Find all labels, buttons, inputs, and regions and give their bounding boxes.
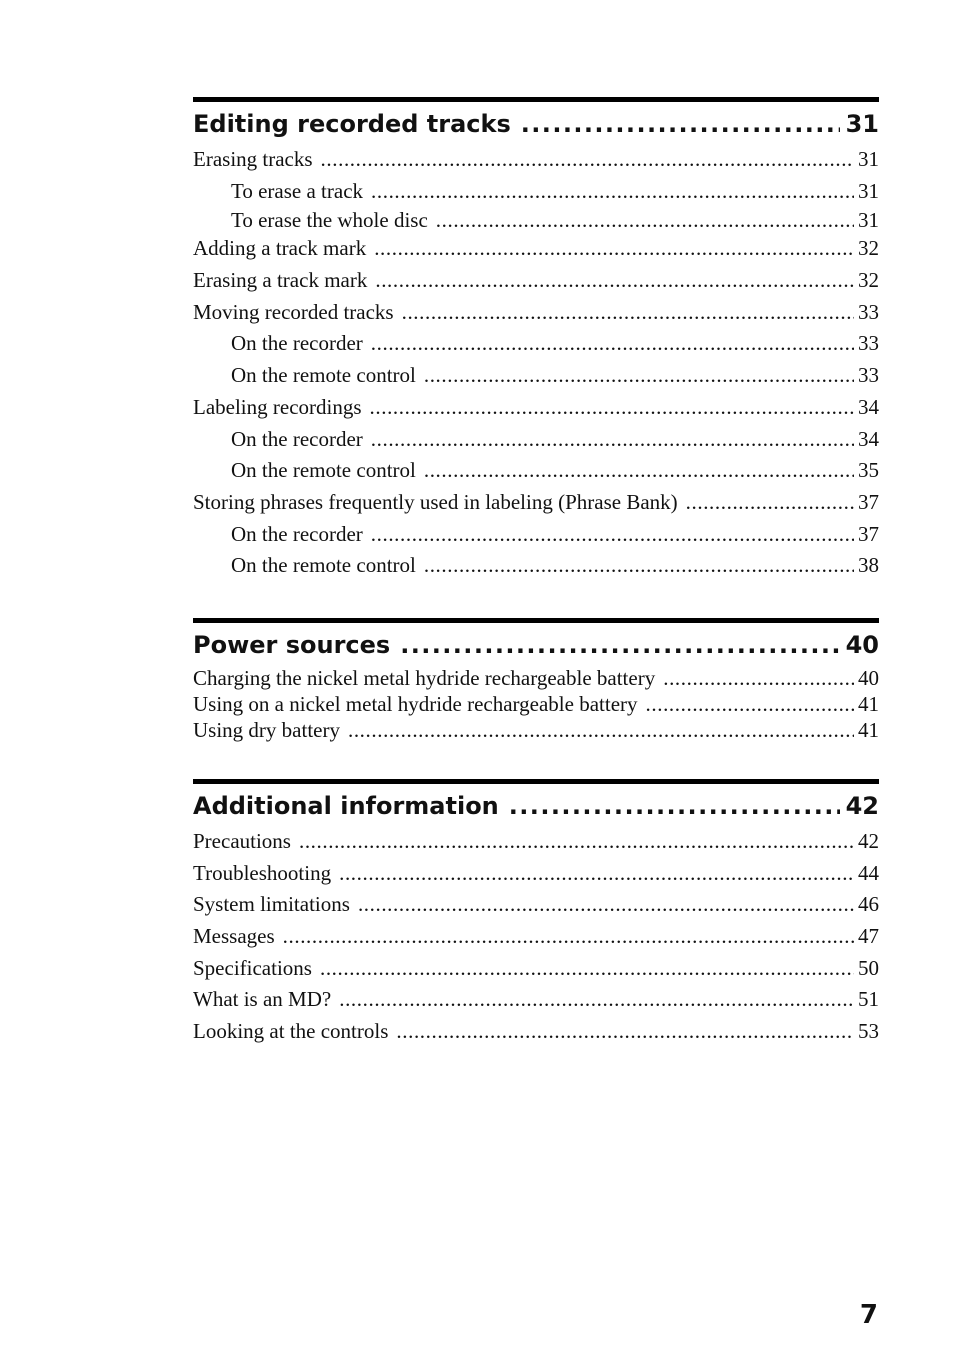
toc-entry[interactable] (193, 144, 879, 176)
dot-leader (321, 144, 854, 176)
toc-subentry[interactable] (193, 519, 879, 551)
toc-subentry[interactable] (193, 360, 879, 392)
entry-label: Specifications (193, 955, 312, 980)
entry-label: Messages (193, 924, 275, 948)
toc-subentry[interactable] (193, 455, 879, 487)
toc-entry[interactable] (193, 1016, 879, 1048)
entry-page: 40 (858, 665, 879, 690)
entry-page: 41 (858, 691, 879, 716)
entry-page: 35 (858, 458, 879, 483)
section-title: Power sources (193, 630, 391, 659)
toc-entry[interactable] (193, 297, 879, 329)
section-heading[interactable] (193, 623, 879, 665)
dot-leader (374, 233, 854, 265)
dot-leader (424, 455, 854, 487)
entry-page: 46 (858, 892, 879, 917)
entry-page: 53 (858, 1019, 879, 1044)
entry-label: To erase the whole disc (231, 208, 428, 233)
entry-page: 47 (858, 924, 879, 948)
toc-entry[interactable] (193, 858, 879, 890)
toc-entry[interactable] (193, 953, 879, 985)
entry-page: 37 (858, 521, 879, 546)
dot-leader (371, 176, 854, 208)
section-title: Additional information (193, 791, 499, 820)
entry-label: Precautions (193, 828, 291, 853)
entry-page: 33 (858, 331, 879, 356)
dot-leader (436, 207, 854, 233)
dot-leader (521, 104, 840, 144)
entry-page: 41 (858, 717, 879, 742)
entry-label: Troubleshooting (193, 860, 332, 885)
entry-page: 31 (858, 147, 879, 171)
entry-label: Erasing tracks (193, 147, 313, 171)
entry-label: To erase a track (231, 178, 364, 203)
section-heading[interactable] (193, 784, 879, 826)
toc-subentry[interactable] (193, 176, 879, 208)
entry-page: 31 (858, 208, 879, 233)
entry-page: 50 (858, 955, 879, 980)
section-heading[interactable] (193, 102, 879, 144)
dot-leader (424, 360, 854, 392)
entry-label: What is an MD? (193, 987, 332, 1012)
entry-label: Using on a nickel metal hydride rechargeable battery (193, 691, 638, 716)
entry-page: 42 (858, 828, 879, 853)
entry-label: Looking at the controls (193, 1019, 389, 1044)
dot-leader (509, 786, 840, 826)
entry-label: On the recorder (231, 521, 363, 546)
toc-entry[interactable] (193, 392, 879, 424)
dot-leader (299, 826, 854, 858)
entry-page: 34 (858, 426, 879, 451)
toc-subentry[interactable] (193, 424, 879, 456)
entry-page: 32 (858, 268, 879, 293)
dot-leader (358, 889, 854, 921)
entry-label: On the remote control (231, 363, 416, 388)
entry-page: 32 (858, 236, 879, 261)
section-page: 40 (845, 630, 879, 659)
entry-label: On the recorder (231, 426, 363, 451)
entry-label: Adding a track mark (193, 236, 367, 261)
dot-leader (339, 858, 854, 890)
entry-label: On the remote control (231, 553, 416, 578)
toc-entry[interactable] (193, 984, 879, 1016)
toc-section-additional (193, 779, 879, 1048)
toc-section-power (193, 618, 879, 743)
toc-entry[interactable] (193, 691, 879, 717)
dot-leader (370, 392, 854, 424)
dot-leader (424, 550, 854, 582)
entry-page: 51 (858, 987, 879, 1012)
dot-leader (396, 1016, 854, 1048)
section-page: 42 (845, 791, 879, 820)
toc-entry[interactable] (193, 889, 879, 921)
table-of-contents (193, 97, 879, 1048)
toc-entry[interactable] (193, 665, 879, 691)
entry-page: 33 (858, 363, 879, 388)
toc-entry[interactable] (193, 487, 879, 519)
section-title: Editing recorded tracks (193, 110, 511, 138)
entry-label: Using dry battery (193, 717, 340, 742)
entry-label: Charging the nickel metal hydride rechargeable battery (193, 665, 656, 690)
toc-entry[interactable] (193, 826, 879, 858)
dot-leader (402, 297, 854, 329)
entry-page: 31 (858, 178, 879, 203)
entry-label: Labeling recordings (193, 394, 362, 419)
entry-label: System limitations (193, 892, 350, 917)
dot-leader (339, 984, 854, 1016)
page-number: 7 (859, 1300, 878, 1330)
dot-leader (348, 717, 854, 743)
toc-section-editing (193, 97, 879, 582)
dot-leader (400, 625, 839, 665)
toc-entry[interactable] (193, 921, 879, 953)
toc-subentry[interactable] (193, 550, 879, 582)
entry-page: 38 (858, 553, 879, 578)
toc-entry[interactable] (193, 717, 879, 743)
dot-leader (371, 424, 854, 456)
dot-leader (646, 691, 854, 717)
entry-page: 44 (858, 860, 879, 885)
toc-entry[interactable] (193, 265, 879, 297)
entry-page: 34 (858, 394, 879, 419)
toc-subentry[interactable] (193, 328, 879, 360)
toc-entry[interactable] (193, 233, 879, 265)
entry-label: On the recorder (231, 331, 363, 356)
dot-leader (283, 921, 854, 953)
entry-label: Erasing a track mark (193, 268, 368, 293)
entry-label: On the remote control (231, 458, 416, 483)
toc-subentry[interactable] (193, 207, 879, 233)
entry-label: Moving recorded tracks (193, 299, 394, 324)
entry-page: 33 (858, 299, 879, 324)
entry-label: Storing phrases frequently used in labeling (Phrase Bank) (193, 489, 678, 514)
entry-page: 37 (858, 489, 879, 514)
dot-leader (371, 519, 854, 551)
dot-leader (375, 265, 854, 297)
dot-leader (320, 953, 854, 985)
dot-leader (686, 487, 854, 519)
dot-leader (663, 665, 854, 691)
dot-leader (371, 328, 854, 360)
section-page: 31 (845, 110, 879, 138)
